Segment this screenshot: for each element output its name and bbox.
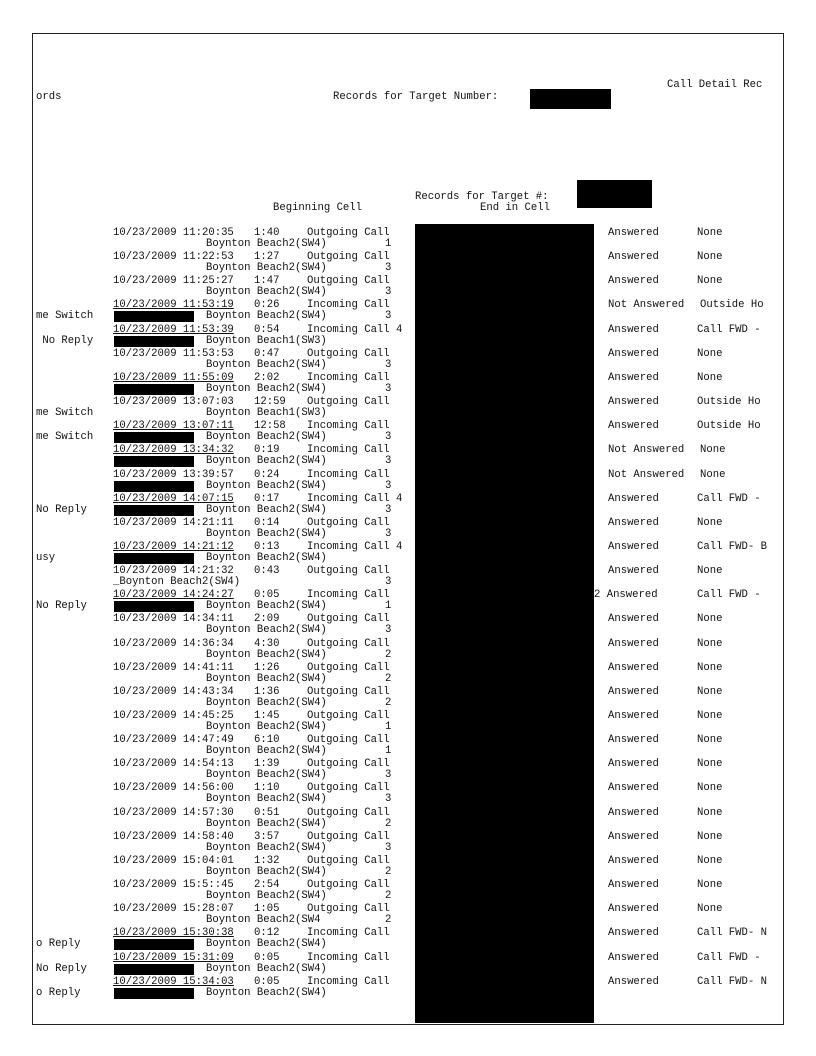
forward-type: None	[697, 710, 723, 722]
call-status: Answered	[608, 976, 659, 988]
number-redaction	[114, 432, 194, 443]
call-direction: Outgoing Call	[307, 517, 390, 529]
call-direction: Outgoing Call	[307, 855, 390, 867]
call-duration: 3:57	[254, 831, 280, 843]
call-duration: 1:26	[254, 662, 280, 674]
cell-number: 3	[385, 504, 392, 516]
call-duration: 0:51	[254, 807, 280, 819]
call-direction: Incoming Call	[307, 976, 390, 988]
number-redaction	[114, 964, 194, 975]
call-status: 2 Answered	[594, 589, 658, 601]
beginning-cell: Boynton Beach2(SW4)	[206, 238, 327, 250]
call-duration: 1:45	[254, 710, 280, 722]
number-redaction	[114, 384, 194, 395]
forward-type: None	[697, 372, 723, 384]
beginning-cell: Boynton Beach2(SW4)	[206, 310, 327, 322]
forward-type: Call FWD -	[697, 493, 761, 505]
call-status: Answered	[608, 879, 659, 891]
forward-type: Call FWD -	[697, 952, 761, 964]
forward-type: Call FWD -	[697, 589, 761, 601]
records-for-target-label: Records for Target #:	[415, 191, 549, 203]
forward-type: None	[697, 662, 723, 674]
call-direction: Incoming Call	[307, 299, 390, 311]
call-duration: 1:27	[254, 251, 280, 263]
call-direction: Outgoing Call	[307, 903, 390, 915]
beginning-cell: Boynton Beach2(SW4)	[206, 721, 327, 733]
call-datetime: 10/23/2009 13:34:32	[113, 444, 234, 456]
cell-number: 3	[385, 286, 392, 298]
cell-number: 2	[385, 890, 392, 902]
number-redaction	[114, 311, 194, 322]
beginning-cell: Boynton Beach2(SW4)	[206, 963, 327, 975]
forward-type: None	[697, 613, 723, 625]
beginning-cell: Boynton Beach2(SW4)	[206, 455, 327, 467]
call-datetime: 10/23/2009 15:31:09	[113, 952, 234, 964]
call-status: Answered	[608, 782, 659, 794]
forward-type-wrap: me Switch	[36, 407, 94, 419]
call-status: Answered	[608, 734, 659, 746]
call-duration: 1:10	[254, 782, 280, 794]
forward-type: Outside Ho	[697, 396, 761, 408]
beginning-cell: Boynton Beach2(SW4)	[206, 818, 327, 830]
beginning-cell: Boynton Beach2(SW4)	[206, 624, 327, 636]
call-duration: 0:24	[254, 469, 280, 481]
forward-type-wrap: No Reply	[36, 963, 87, 975]
call-datetime: 10/23/2009 14:34:11	[113, 613, 234, 625]
beginning-cell: Boynton Beach2(SW4)	[206, 697, 327, 709]
call-status: Answered	[608, 251, 659, 263]
call-datetime: 10/23/2009 14:41:11	[113, 662, 234, 674]
forward-type: None	[697, 782, 723, 794]
call-status: Answered	[608, 493, 659, 505]
beginning-cell: Boynton Beach2(SW4)	[206, 842, 327, 854]
end-in-cell-header: End in Cell	[480, 202, 550, 214]
call-direction: Outgoing Call	[307, 831, 390, 843]
forward-type-wrap: me Switch	[36, 431, 94, 443]
call-status: Answered	[608, 324, 659, 336]
call-direction: Incoming Call	[307, 469, 390, 481]
forward-type: Call FWD -	[697, 324, 761, 336]
call-datetime: 10/23/2009 14:43:34	[113, 686, 234, 698]
call-status: Answered	[608, 638, 659, 650]
number-redaction	[114, 481, 194, 492]
beginning-cell: Boynton Beach2(SW4)	[206, 286, 327, 298]
forward-type-wrap: No Reply	[36, 335, 94, 347]
cell-number: 1	[385, 600, 392, 612]
cell-number: 2	[385, 697, 392, 709]
cell-number: 2	[385, 914, 392, 926]
call-datetime: 10/23/2009 11:53:53	[113, 348, 234, 360]
call-datetime: 10/23/2009 11:53:39	[113, 324, 234, 336]
target-redaction	[577, 180, 652, 208]
forward-type: None	[697, 638, 723, 650]
target-number-redaction	[530, 89, 611, 109]
number-redaction	[114, 505, 194, 516]
beginning-cell-header: Beginning Cell	[273, 202, 363, 214]
forward-type: Outside Ho	[700, 299, 764, 311]
forward-type: None	[697, 251, 723, 263]
call-duration: 4:30	[254, 638, 280, 650]
cell-number: 3	[385, 359, 392, 371]
call-duration: 0:54	[254, 324, 280, 336]
call-duration: 0:26	[254, 299, 280, 311]
call-duration: 12:58	[254, 420, 286, 432]
call-status: Not Answered	[608, 469, 685, 481]
forward-type-wrap: o Reply	[36, 938, 81, 950]
forward-type: None	[697, 565, 723, 577]
call-duration: 6:10	[254, 734, 280, 746]
cell-number: 1	[385, 238, 392, 250]
number-redaction	[114, 988, 194, 999]
call-status: Answered	[608, 541, 659, 553]
call-status: Answered	[608, 831, 659, 843]
call-datetime: 10/23/2009 14:21:12	[113, 541, 234, 553]
number-redaction	[114, 553, 194, 564]
beginning-cell: Boynton Beach2(SW4)	[206, 600, 327, 612]
forward-type: None	[700, 469, 726, 481]
call-duration: 0:05	[254, 952, 280, 964]
call-datetime: 10/23/2009 11:55:09	[113, 372, 234, 384]
call-direction: Outgoing Call	[307, 275, 390, 287]
cell-number: 2	[385, 649, 392, 661]
call-duration: 0:19	[254, 444, 280, 456]
call-status: Answered	[608, 710, 659, 722]
cell-number: 3	[385, 842, 392, 854]
beginning-cell: Boynton Beach2(SW4)	[206, 673, 327, 685]
forward-type: None	[697, 348, 723, 360]
beginning-cell: Boynton Beach2(SW4)	[206, 769, 327, 781]
call-datetime: 10/23/2009 15:30:38	[113, 927, 234, 939]
beginning-cell: _Boynton Beach2(SW4)	[113, 576, 241, 588]
call-direction: Outgoing Call	[307, 710, 390, 722]
call-status: Answered	[608, 686, 659, 698]
call-status: Answered	[608, 275, 659, 287]
call-direction: Incoming Call	[307, 952, 390, 964]
forward-type: Outside Ho	[697, 420, 761, 432]
call-direction: Outgoing Call	[307, 662, 390, 674]
call-status: Not Answered	[608, 444, 685, 456]
call-datetime: 10/23/2009 15:34:03	[113, 976, 234, 988]
call-datetime: 10/23/2009 14:54:13	[113, 758, 234, 770]
call-datetime: 10/23/2009 14:24:27	[113, 589, 234, 601]
call-direction: Incoming Call	[307, 444, 390, 456]
number-redaction	[114, 601, 194, 612]
call-datetime: 10/23/2009 11:20:35	[113, 227, 234, 239]
call-duration: 0:13	[254, 541, 280, 553]
cell-number: 3	[385, 576, 392, 588]
call-duration: 0:17	[254, 493, 280, 505]
cell-number: 3	[385, 431, 392, 443]
call-datetime: 10/23/2009 14:56:00	[113, 782, 234, 794]
forward-type: None	[697, 807, 723, 819]
call-duration: 0:05	[254, 976, 280, 988]
forward-type-wrap: No Reply	[36, 504, 87, 516]
beginning-cell: Boynton Beach2(SW4)	[206, 552, 327, 564]
cell-number: 2	[385, 866, 392, 878]
forward-type-wrap: usy	[36, 552, 56, 564]
call-datetime: 10/23/2009 13:07:03	[113, 396, 234, 408]
call-direction: Incoming Call	[307, 589, 390, 601]
forward-type: Call FWD- N	[697, 976, 767, 988]
beginning-cell: Boynton Beach2(SW4)	[206, 359, 327, 371]
call-status: Answered	[608, 372, 659, 384]
call-direction: Outgoing Call	[307, 348, 390, 360]
call-status: Answered	[608, 517, 659, 529]
beginning-cell: Boynton Beach2(SW4)	[206, 480, 327, 492]
call-duration: 0:14	[254, 517, 280, 529]
call-direction: Outgoing Call	[307, 251, 390, 263]
cell-number: 2	[385, 818, 392, 830]
call-direction: Incoming Call 4	[307, 493, 403, 505]
call-status: Answered	[608, 227, 659, 239]
call-status: Answered	[608, 396, 659, 408]
call-datetime: 10/23/2009 11:25:27	[113, 275, 234, 287]
call-duration: 2:09	[254, 613, 280, 625]
beginning-cell: Boynton Beach2(SW4	[206, 914, 321, 926]
cell-number: 2	[385, 673, 392, 685]
call-direction: Outgoing Call	[307, 807, 390, 819]
call-datetime: 10/23/2009 14:36:34	[113, 638, 234, 650]
call-duration: 1:47	[254, 275, 280, 287]
call-status: Answered	[608, 903, 659, 915]
call-datetime: 10/23/2009 14:07:15	[113, 493, 234, 505]
cell-number: 3	[385, 383, 392, 395]
call-duration: 1:32	[254, 855, 280, 867]
call-duration: 12:59	[254, 396, 286, 408]
call-status: Answered	[608, 662, 659, 674]
call-direction: Outgoing Call	[307, 613, 390, 625]
report-title: Call Detail Rec	[667, 79, 763, 91]
end-cell-column-redaction	[415, 224, 594, 1023]
beginning-cell: Boynton Beach2(SW4)	[206, 987, 327, 999]
forward-type: None	[697, 855, 723, 867]
forward-type: None	[697, 227, 723, 239]
call-datetime: 10/23/2009 11:22:53	[113, 251, 234, 263]
beginning-cell: Boynton Beach2(SW4)	[206, 528, 327, 540]
beginning-cell: Boynton Beach2(SW4)	[206, 649, 327, 661]
call-duration: 0:12	[254, 927, 280, 939]
beginning-cell: Boynton Beach2(SW4)	[206, 866, 327, 878]
number-redaction	[114, 456, 194, 467]
call-duration: 0:43	[254, 565, 280, 577]
call-duration: 1:40	[254, 227, 280, 239]
call-datetime: 10/23/2009 15:28:07	[113, 903, 234, 915]
call-direction: Incoming Call	[307, 927, 390, 939]
call-status: Not Answered	[608, 299, 685, 311]
call-direction: Incoming Call	[307, 372, 390, 384]
cell-number: 3	[385, 262, 392, 274]
call-datetime: 10/23/2009 14:47:49	[113, 734, 234, 746]
beginning-cell: Boynton Beach2(SW4)	[206, 938, 327, 950]
call-status: Answered	[608, 855, 659, 867]
beginning-cell: Boynton Beach1(SW3)	[206, 335, 327, 347]
call-direction: Incoming Call 4	[307, 324, 403, 336]
beginning-cell: Boynton Beach2(SW4)	[206, 793, 327, 805]
forward-type: None	[697, 879, 723, 891]
cell-number: 3	[385, 793, 392, 805]
forward-type: None	[697, 831, 723, 843]
call-duration: 1:05	[254, 903, 280, 915]
call-duration: 1:39	[254, 758, 280, 770]
forward-type: Call FWD- B	[697, 541, 767, 553]
report-title-wrap: ords	[36, 91, 62, 103]
call-datetime: 10/23/2009 13:39:57	[113, 469, 234, 481]
cell-number: 3	[385, 310, 392, 322]
call-duration: 2:54	[254, 879, 280, 891]
call-direction: Outgoing Call	[307, 638, 390, 650]
call-status: Answered	[608, 952, 659, 964]
call-direction: Outgoing Call	[307, 565, 390, 577]
call-duration: 0:05	[254, 589, 280, 601]
forward-type: None	[700, 444, 726, 456]
call-direction: Outgoing Call	[307, 758, 390, 770]
call-datetime: 10/23/2009 14:21:32	[113, 565, 234, 577]
cell-number: 1	[385, 721, 392, 733]
forward-type: Call FWD- N	[697, 927, 767, 939]
forward-type: None	[697, 275, 723, 287]
call-status: Answered	[608, 613, 659, 625]
call-direction: Outgoing Call	[307, 734, 390, 746]
call-status: Answered	[608, 420, 659, 432]
number-redaction	[114, 336, 194, 347]
forward-type: None	[697, 517, 723, 529]
call-duration: 1:36	[254, 686, 280, 698]
forward-type: None	[697, 734, 723, 746]
forward-type: None	[697, 758, 723, 770]
call-datetime: 10/23/2009 14:45:25	[113, 710, 234, 722]
call-datetime: 10/23/2009 14:58:40	[113, 831, 234, 843]
call-status: Answered	[608, 758, 659, 770]
call-datetime: 10/23/2009 15:04:01	[113, 855, 234, 867]
call-direction: Outgoing Call	[307, 782, 390, 794]
cell-number: 3	[385, 480, 392, 492]
call-duration: 2:02	[254, 372, 280, 384]
call-direction: Outgoing Call	[307, 686, 390, 698]
number-redaction	[114, 939, 194, 950]
call-datetime: 10/23/2009 14:21:11	[113, 517, 234, 529]
forward-type: None	[697, 903, 723, 915]
beginning-cell: Boynton Beach2(SW4)	[206, 504, 327, 516]
forward-type-wrap: o Reply	[36, 987, 81, 999]
call-status: Answered	[608, 565, 659, 577]
call-direction: Incoming Call 4	[307, 541, 403, 553]
document-page	[32, 33, 784, 1025]
cell-number: 3	[385, 769, 392, 781]
call-direction: Outgoing Call	[307, 396, 390, 408]
beginning-cell: Boynton Beach2(SW4)	[206, 383, 327, 395]
call-direction: Incoming Call	[307, 420, 390, 432]
call-direction: Outgoing Call	[307, 227, 390, 239]
cell-number: 3	[385, 455, 392, 467]
beginning-cell: Boynton Beach2(SW4)	[206, 431, 327, 443]
beginning-cell: Boynton Beach2(SW4)	[206, 262, 327, 274]
beginning-cell: Boynton Beach1(SW3)	[206, 407, 327, 419]
cell-number: 3	[385, 528, 392, 540]
call-datetime: 10/23/2009 13:07:11	[113, 420, 234, 432]
cell-number: 1	[385, 745, 392, 757]
beginning-cell: Boynton Beach2(SW4)	[206, 745, 327, 757]
call-direction: Outgoing Call	[307, 879, 390, 891]
cell-number: 3	[385, 624, 392, 636]
call-status: Answered	[608, 348, 659, 360]
forward-type-wrap: No Reply	[36, 600, 87, 612]
call-datetime: 10/23/2009 14:57:30	[113, 807, 234, 819]
call-status: Answered	[608, 927, 659, 939]
forward-type-wrap: me Switch	[36, 310, 94, 322]
forward-type: None	[697, 686, 723, 698]
call-status: Answered	[608, 807, 659, 819]
call-duration: 0:47	[254, 348, 280, 360]
beginning-cell: Boynton Beach2(SW4)	[206, 890, 327, 902]
records-for-target-number-label: Records for Target Number:	[333, 91, 499, 103]
call-datetime: 10/23/2009 15:5::45	[113, 879, 234, 891]
call-datetime: 10/23/2009 11:53:19	[113, 299, 234, 311]
